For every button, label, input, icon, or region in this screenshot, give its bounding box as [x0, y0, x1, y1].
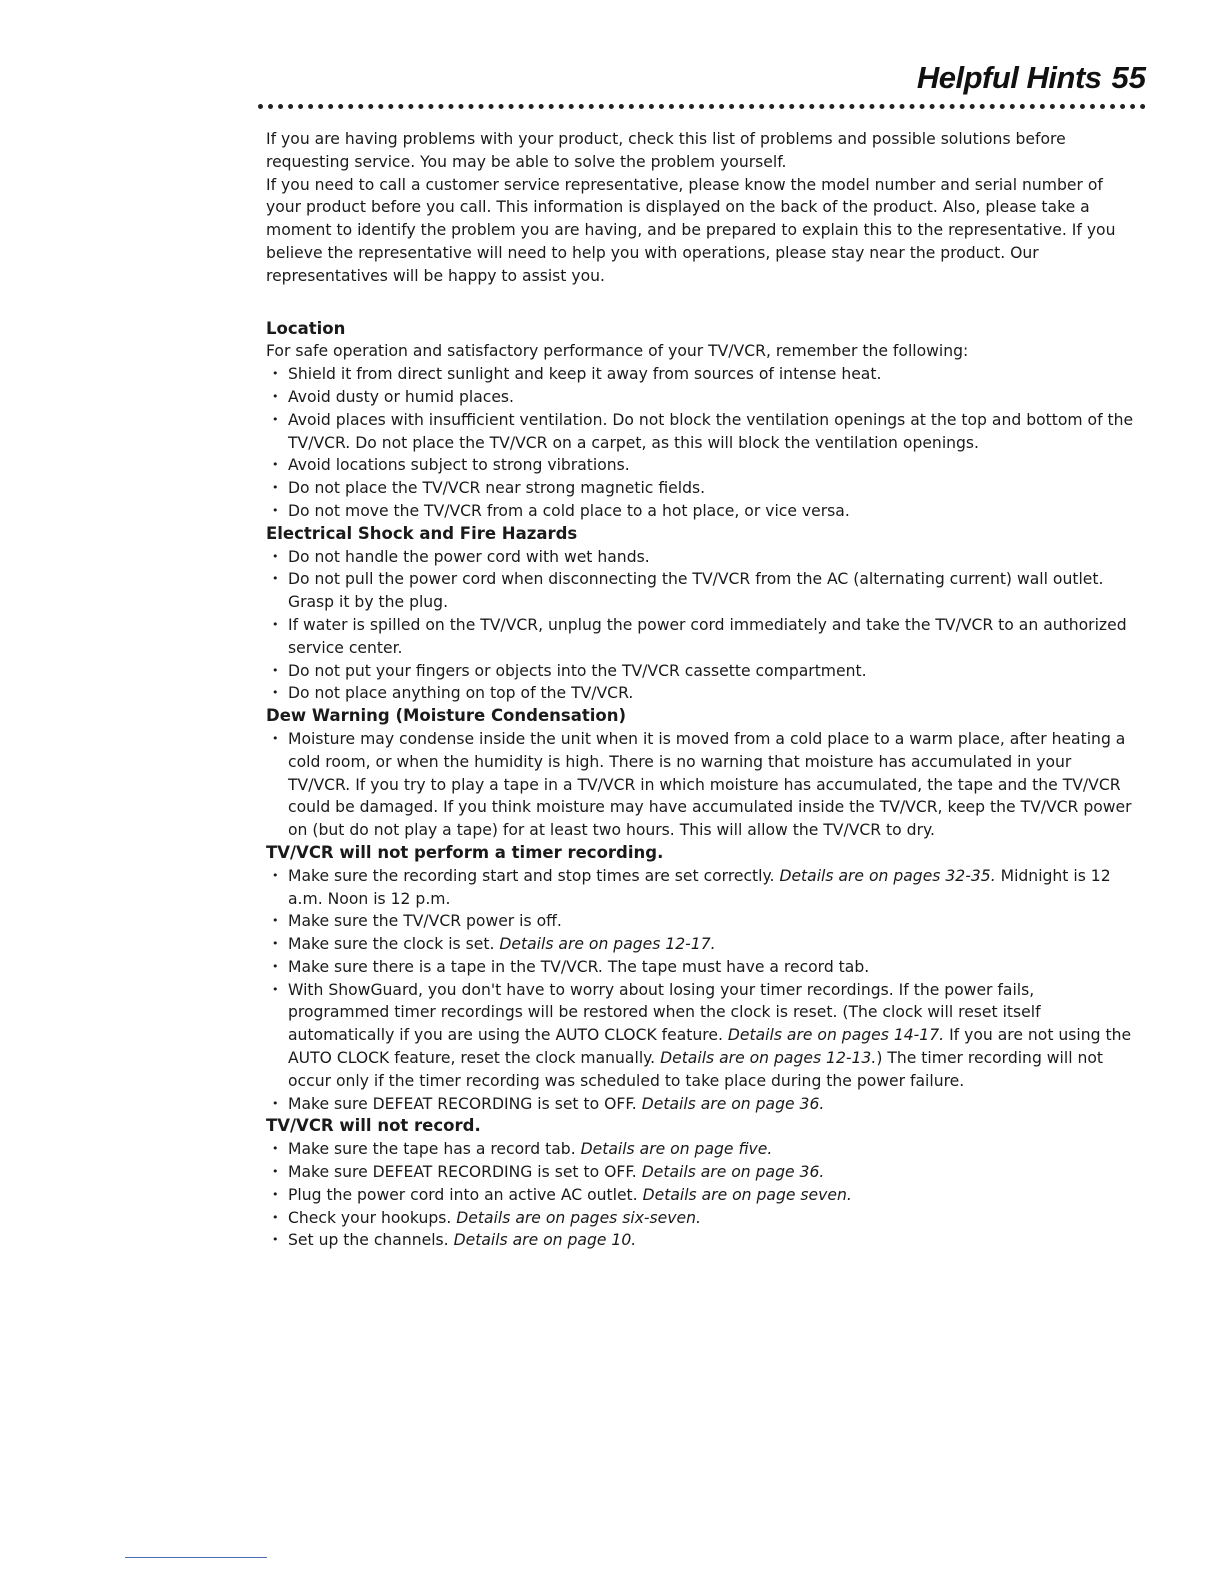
list-item: • Avoid places with insufficient ventilation. Do not block the ventilation openings at the top and bottom of the TV/VCR. Do not place the TV/VCR on a carpet, as this will block the ventilation openings.: [266, 409, 1136, 455]
item-text: Make sure there is a tape in the TV/VCR. The tape must have a record tab.: [288, 957, 870, 976]
list-item: [266, 956, 1136, 979]
list-item: • Shield it from direct sunlight and keep it away from sources of intense heat.: [266, 363, 1136, 386]
dew-heading: Dew Warning (Moisture Condensation): [266, 706, 627, 726]
list-item: • Do not put your fingers or objects into the TV/VCR cassette compartment.: [266, 660, 1136, 683]
intro-paragraph: If you are having problems with your product, check this list of problems and possible solutions before requesting service. You may be able to solve the problem yourself.: [266, 130, 1066, 171]
item-text: Plug the power cord into an active AC outlet.: [288, 1185, 638, 1204]
page-reference: Details are on pages 12-17.: [499, 935, 716, 954]
electrical-list: [266, 546, 1136, 706]
record-heading: TV/VCR will not record.: [266, 1116, 481, 1136]
intro-paragraph: If you need to call a customer service representative, please know the model number and serial number of your product before you call. This information is displayed on the back of the product. Also, please take a moment to identify the problem you are having, and be prepared to explain this to the representative. If you believe the representative will need to help you with operations, please stay near the product. Our representatives will be happy to assist you.: [266, 175, 1116, 285]
record-list: [266, 1138, 1136, 1252]
list-item: [266, 1138, 1136, 1161]
footer-rule: [125, 1557, 267, 1558]
list-item: [266, 1093, 1136, 1116]
item-text: Make sure the recording start and stop times are set correctly.: [288, 866, 775, 885]
page-reference: Details are on pages 14-17.: [727, 1026, 945, 1045]
page-header: [0, 60, 1146, 96]
list-item: [266, 1184, 1136, 1207]
list-item: • Avoid dusty or humid places.: [266, 386, 1136, 409]
list-item: [266, 910, 1136, 933]
header-dotted-rule: [258, 104, 1146, 109]
list-item: [266, 1229, 1136, 1252]
page-content: [266, 128, 1136, 1252]
list-item: [266, 1161, 1136, 1184]
page-title: Helpful Hints: [916, 60, 1102, 95]
item-text: Set up the channels.: [288, 1231, 449, 1250]
location-list: [266, 363, 1136, 523]
list-item: [266, 865, 1136, 911]
page-reference: Details are on pages 32-35.: [779, 866, 996, 885]
list-item: [266, 1207, 1136, 1230]
intro-section: [266, 128, 1136, 288]
page-number: 55: [1111, 60, 1146, 95]
location-heading: Location: [266, 318, 346, 338]
item-text: Check your hookups.: [288, 1208, 452, 1227]
item-text: Make sure the clock is set.: [288, 935, 495, 954]
item-text: Midnight is 12 a.m. Noon is 12 p.m.: [288, 866, 1111, 908]
location-lead: For safe operation and satisfactory performance of your TV/VCR, remember the following:: [266, 342, 969, 361]
electrical-heading: Electrical Shock and Fire Hazards: [266, 523, 578, 543]
timer-heading: TV/VCR will not perform a timer recording.: [266, 842, 664, 862]
list-item: • Moisture may condense inside the unit when it is moved from a cold place to a warm place, after heating a cold room, or when the humidity is high. There is no warning that moisture has accumulated in your TV/VCR. If you try to play a tape in a TV/VCR in which moisture has accumulated, the tape and the TV/VCR could be damaged. If you think moisture may have accumulated inside the TV/VCR, keep the TV/VCR power on (but do not play a tape) for at least two hours. This will allow the TV/VCR to dry.: [266, 728, 1136, 842]
item-text: With ShowGuard, you don't have to worry about losing your timer recordings. If the power fails, programmed timer recordings will be restored when the clock is reset. (The clock will reset itself automatically if you are using the AUTO CLOCK feature.: [288, 980, 1041, 1045]
item-text: Make sure the tape has a record tab.: [288, 1140, 576, 1159]
page-reference: Details are on page 10.: [453, 1231, 637, 1250]
list-item: • Do not handle the power cord with wet hands.: [266, 546, 1136, 569]
item-text: Make sure DEFEAT RECORDING is set to OFF.: [288, 1163, 637, 1182]
page-reference: Details are on page 36.: [641, 1163, 825, 1182]
list-item: • Do not place anything on top of the TV/VCR.: [266, 682, 1136, 705]
item-text: If you are not using the AUTO CLOCK feature, reset the clock manually.: [288, 1026, 1132, 1068]
page-reference: Details are on page five.: [580, 1140, 773, 1159]
item-text: Make sure the TV/VCR power is off.: [288, 912, 562, 931]
item-text: Make sure DEFEAT RECORDING is set to OFF.: [288, 1094, 637, 1113]
list-item: • Do not move the TV/VCR from a cold place to a hot place, or vice versa.: [266, 500, 1136, 523]
timer-list: [266, 865, 1136, 1116]
list-item: [266, 933, 1136, 956]
page-reference: Details are on pages six-seven.: [456, 1208, 701, 1227]
list-item: • If water is spilled on the TV/VCR, unplug the power cord immediately and take the TV/VCR to an authorized service center.: [266, 614, 1136, 660]
list-item: • Do not place the TV/VCR near strong magnetic fields.: [266, 477, 1136, 500]
list-item: [266, 979, 1136, 1093]
list-item: • Do not pull the power cord when disconnecting the TV/VCR from the AC (alternating current) wall outlet. Grasp it by the plug.: [266, 568, 1136, 614]
list-item: • Avoid locations subject to strong vibrations.: [266, 454, 1136, 477]
dew-list: [266, 728, 1136, 842]
item-text: ) The timer recording will not occur only if the timer recording was scheduled to take place during the power failure.: [288, 1049, 1104, 1090]
page-reference: Details are on page seven.: [642, 1185, 852, 1204]
page-reference: Details are on page 36.: [641, 1094, 825, 1113]
page-reference: Details are on pages 12-13.: [660, 1049, 877, 1068]
